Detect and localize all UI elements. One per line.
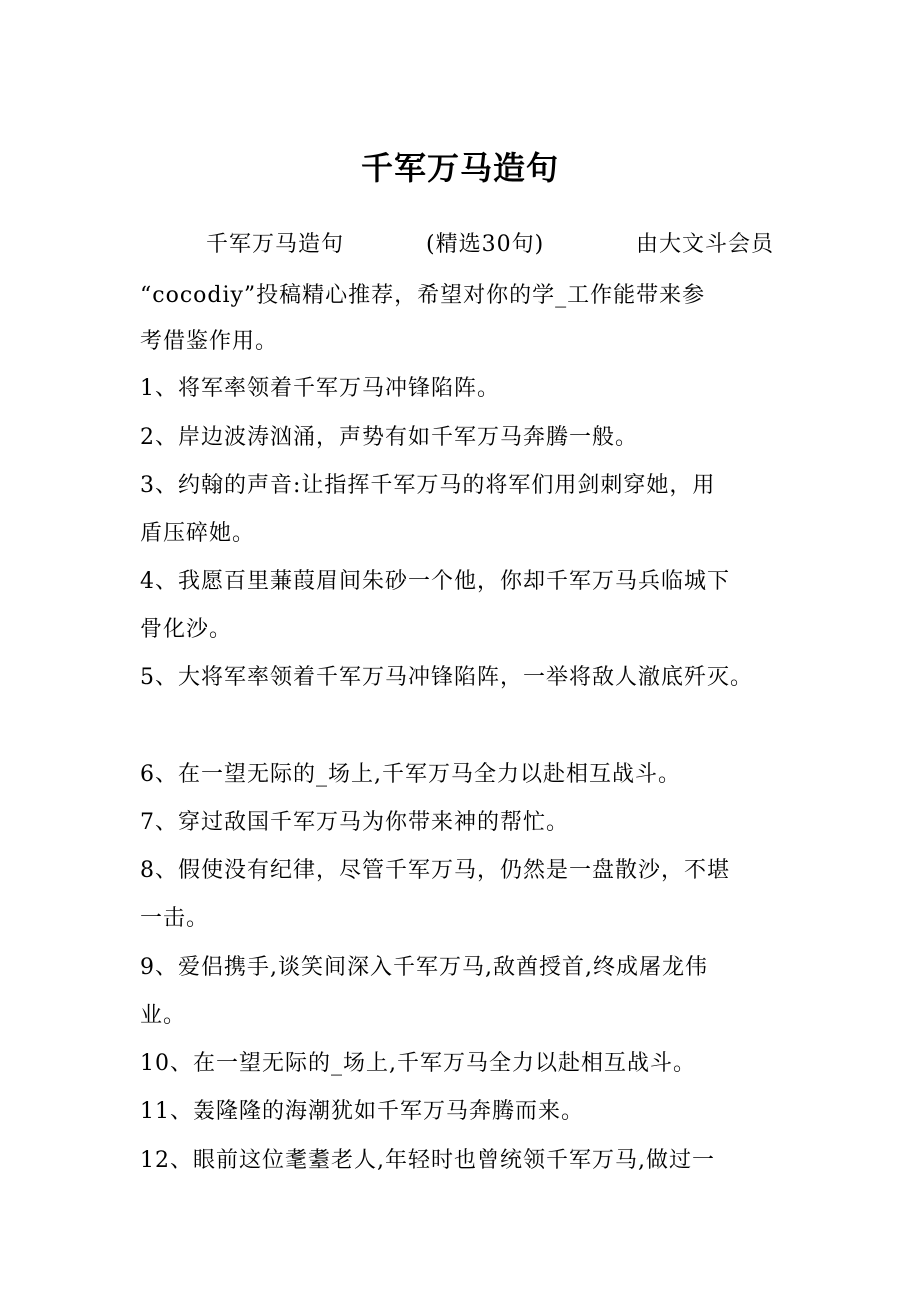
- intro-line-3: 考借鉴作用。: [140, 329, 279, 354]
- sentence-line: 盾压碎她。: [140, 521, 256, 546]
- intro-member-text: 由大文斗会员: [636, 232, 775, 257]
- sentence-line: 7、穿过敌国千军万马为你带来神的帮忙。: [140, 810, 569, 835]
- intro-selection-note: (精选30句): [426, 232, 545, 257]
- sentence-line: 12、眼前这位耄耋老人,年轻时也曾统领千军万马,做过一: [140, 1148, 715, 1173]
- sentence-line: 11、轰隆隆的海潮犹如千军万马奔腾而来。: [140, 1099, 584, 1124]
- intro-title-text: 千军万马造句: [206, 232, 345, 257]
- sentence-line: 9、爱侣携手,谈笑间深入千军万马,敌酋授首,终成屠龙伟: [140, 955, 708, 980]
- sentence-line: 1、将军率领着千军万马冲锋陷阵。: [140, 376, 500, 401]
- sentence-line: 10、在一望无际的_场上,千军万马全力以赴相互战斗。: [140, 1051, 696, 1076]
- sentence-line: 业。: [140, 1003, 187, 1028]
- sentence-line: 6、在一望无际的_场上,千军万马全力以赴相互战斗。: [140, 762, 681, 787]
- sentence-line: 一击。: [140, 906, 210, 931]
- sentence-line: 骨化沙。: [140, 617, 233, 642]
- sentence-line: 8、假使没有纪律，尽管千军万马，仍然是一盘散沙，不堪: [140, 858, 730, 883]
- sentence-line: 2、岸边波涛汹涌，声势有如千军万马奔腾一般。: [140, 425, 638, 450]
- intro-line-2: “cocodiy”投稿精心推荐，希望对你的学_工作能带来参: [140, 283, 706, 308]
- sentence-line: 3、约翰的声音:让指挥千军万马的将军们用剑刺穿她，用: [140, 473, 716, 498]
- document-title: 千军万马造句: [360, 149, 559, 187]
- sentence-line: 5、大将军率领着千军万马冲锋陷阵，一举将敌人澈底歼灭。: [140, 665, 753, 690]
- sentence-line: 4、我愿百里蒹葭眉间朱砂一个他，你却千军万马兵临城下: [140, 569, 730, 594]
